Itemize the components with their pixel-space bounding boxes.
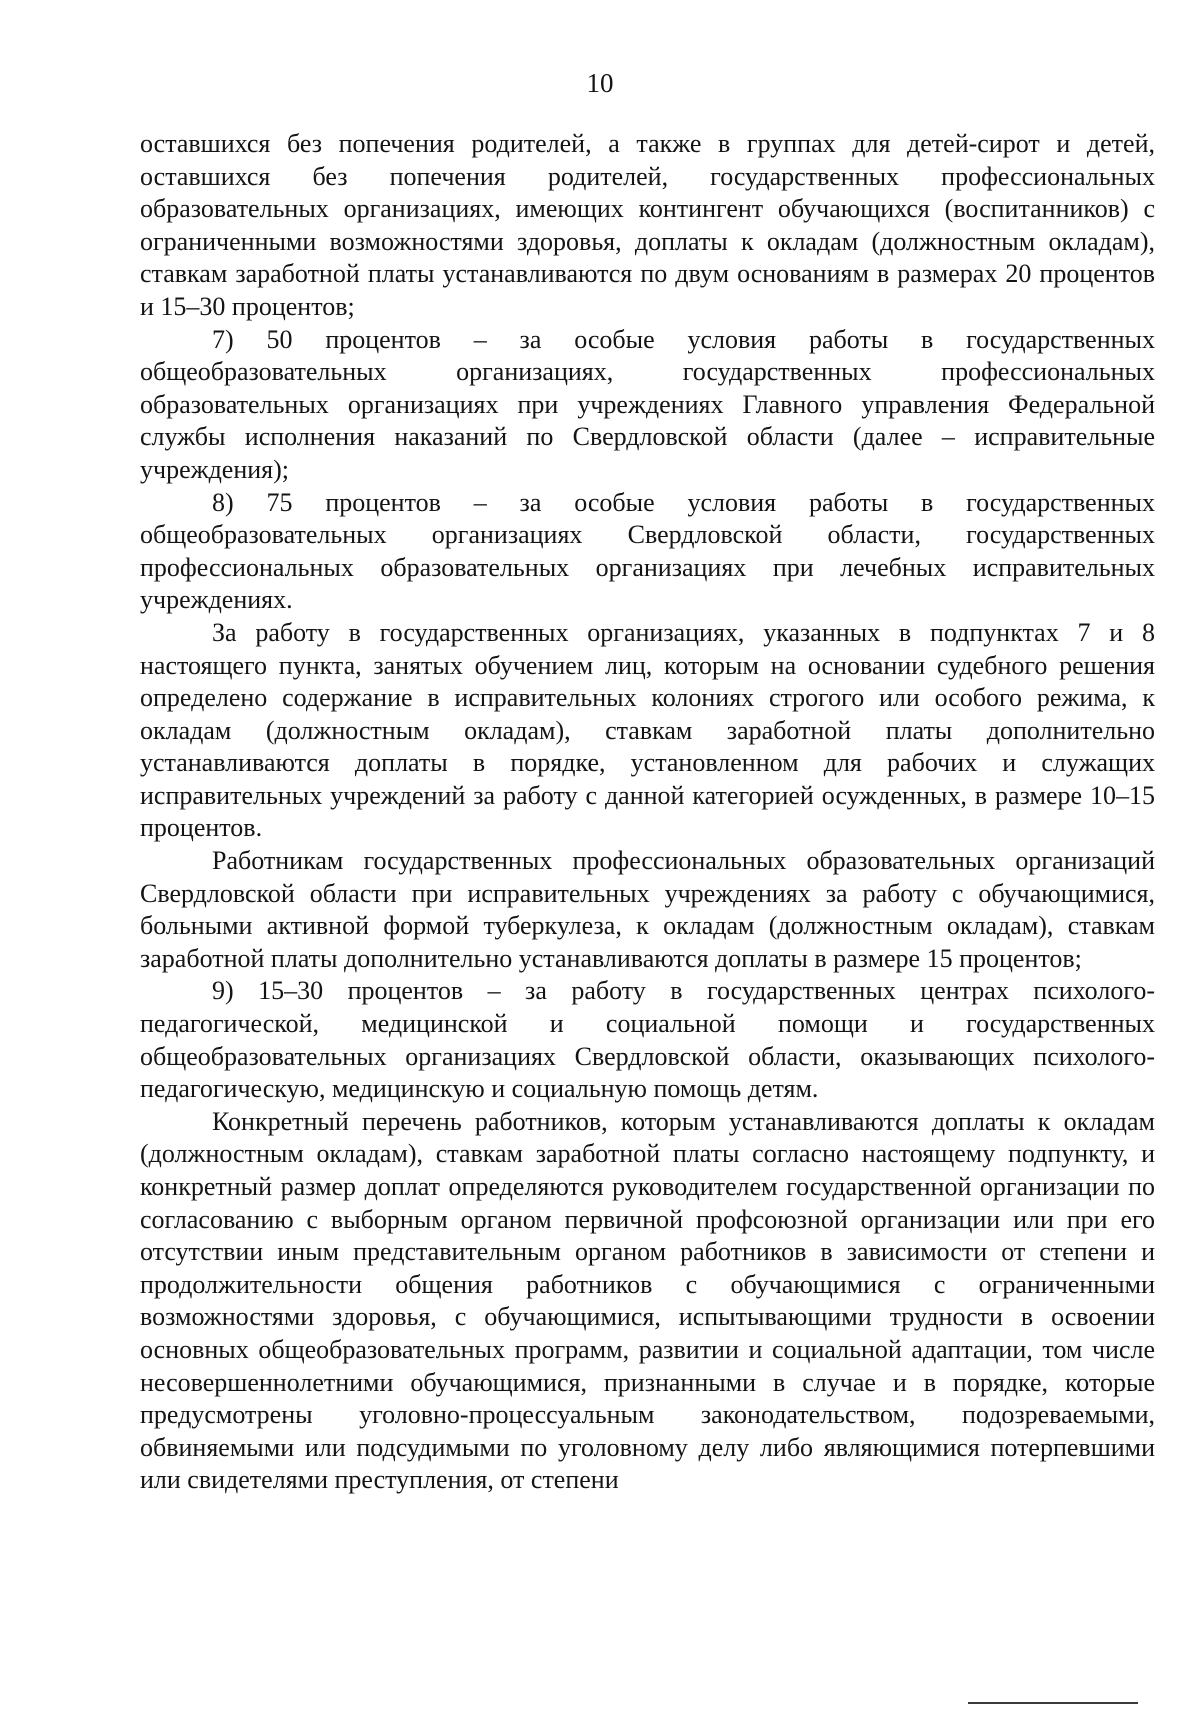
- paragraph-item-8: 8) 75 процентов – за особые условия работы в государственных общеобразовательных организациях Свердловской области, государственных профессиональных образовательных организациях при лечебных исправительных учреждениях.: [140, 487, 1155, 615]
- paragraph-item-9: 9) 15–30 процентов – за работу в государственных центрах психолого-педагогической, медицинской и социальной помощи и государственных общеобразовательных организациях Свердловской области, оказывающих психолого-педагогическую, медицинскую и социальную помощь детям.: [140, 976, 1155, 1104]
- paragraph-correctional-colonies: За работу в государственных организациях, указанных в подпунктах 7 и 8 настоящего пункта, занятых обучением лиц, которым на основании судебного решения определено содержание в исправительных колониях строгого или особого режима, к окладам (должностным окладам), ставкам заработной платы дополнительно устанавливаются доплаты в порядке, установленном для рабочих и служащих исправительных учреждений за работу с данной категорией осужденных, в размере 10–15 процентов.: [140, 617, 1155, 843]
- paragraph-tuberculosis: Работникам государственных профессиональных образовательных организаций Свердловской области при исправительных учреждениях за работу с обучающимися, больными активной формой туберкулеза, к окладам (должностным окладам), ставкам заработной платы дополнительно устанавливаются доплаты в размере 15 процентов;: [140, 846, 1155, 973]
- document-body: [140, 128, 1155, 1497]
- paragraph-staff-list: Конкретный перечень работников, которым устанавливаются доплаты к окладам (должностным окладам), ставкам заработной платы согласно настоящему подпункту, и конкретный размер доплат определяются руководителем государственной организации по согласованию с выборным органом первичной профсоюзной организации или при его отсутствии иным представительным органом работников в зависимости от степени и продолжительности общения работников с обучающимися с ограниченными возможностями здоровья, с обучающимися, испытывающими трудности в освоении основных общеобразовательных программ, развитии и социальной адаптации, том числе несовершеннолетними обучающимися, признанными в случае и в порядке, которые предусмотрены уголовно-процессуальным законодательством, подозреваемыми, обвиняемыми или подсудимыми по уголовному делу либо являющимися потерпевшими или свидетелями преступления, от степени: [140, 1106, 1155, 1495]
- paragraph-continuation: оставшихся без попечения родителей, а также в группах для детей-сирот и детей, оставшихся без попечения родителей, государственных профессиональных образовательных организациях, имеющих контингент обучающихся (воспитанников) с ограниченными возможностями здоровья, доплаты к окладам (должностным окладам), ставкам заработной платы устанавливаются по двум основаниям в размерах 20 процентов и 15–30 процентов;: [140, 129, 1155, 321]
- paragraph-item-7: 7) 50 процентов – за особые условия работы в государственных общеобразовательных организациях, государственных профессиональных образовательных организациях при учреждениях Главного управления Федеральной службы исполнения наказаний по Свердловской области (далее – исправительные учреждения);: [140, 324, 1155, 484]
- scan-edge-line: [968, 1702, 1138, 1704]
- page-number: 10: [586, 68, 614, 98]
